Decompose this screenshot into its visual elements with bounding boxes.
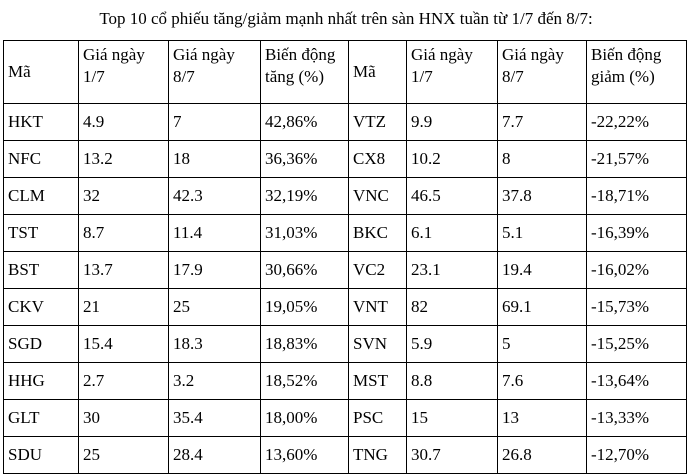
loser-price-jul8-cell: 13 [498, 400, 587, 437]
loser-change-cell: -13,64% [587, 363, 687, 400]
loser-price-jul8-cell: 5 [498, 326, 587, 363]
header-price-jul1-losers: Giá ngày 1/7 [407, 41, 498, 104]
gainer-price-jul1-cell: 8.7 [79, 215, 169, 252]
table-row [4, 104, 687, 141]
gainer-change-cell: 19,05% [261, 289, 349, 326]
gainer-code-cell: CKV [4, 289, 79, 326]
loser-price-jul8-cell: 19.4 [498, 252, 587, 289]
loser-code-cell: CX8 [349, 141, 407, 178]
gainer-price-jul1-cell: 13.2 [79, 141, 169, 178]
gainer-price-jul8-cell: 35.4 [169, 400, 261, 437]
table-row [4, 215, 687, 252]
loser-code-cell: VNT [349, 289, 407, 326]
loser-code-cell: SVN [349, 326, 407, 363]
table-row [4, 400, 687, 437]
gainer-change-cell: 30,66% [261, 252, 349, 289]
gainer-price-jul8-cell: 17.9 [169, 252, 261, 289]
gainer-code-cell: SGD [4, 326, 79, 363]
gainer-price-jul1-cell: 15.4 [79, 326, 169, 363]
table-row [4, 141, 687, 178]
gainer-code-cell: HKT [4, 104, 79, 141]
gainer-code-cell: TST [4, 215, 79, 252]
loser-change-cell: -13,33% [587, 400, 687, 437]
gainer-change-cell: 36,36% [261, 141, 349, 178]
gainer-change-cell: 32,19% [261, 178, 349, 215]
loser-price-jul8-cell: 7.6 [498, 363, 587, 400]
gainer-price-jul8-cell: 42.3 [169, 178, 261, 215]
gainer-change-cell: 18,52% [261, 363, 349, 400]
loser-change-cell: -22,22% [587, 104, 687, 141]
loser-price-jul1-cell: 46.5 [407, 178, 498, 215]
gainer-code-cell: SDU [4, 437, 79, 474]
gainer-code-cell: HHG [4, 363, 79, 400]
gainer-code-cell: CLM [4, 178, 79, 215]
loser-change-cell: -16,02% [587, 252, 687, 289]
table-header-row [4, 41, 687, 104]
table-row [4, 178, 687, 215]
gainer-change-cell: 18,83% [261, 326, 349, 363]
loser-price-jul1-cell: 30.7 [407, 437, 498, 474]
loser-price-jul1-cell: 10.2 [407, 141, 498, 178]
loser-price-jul8-cell: 7.7 [498, 104, 587, 141]
header-price-jul1-gainers: Giá ngày 1/7 [79, 41, 169, 104]
gainer-price-jul1-cell: 32 [79, 178, 169, 215]
loser-price-jul1-cell: 9.9 [407, 104, 498, 141]
table-row [4, 437, 687, 474]
loser-code-cell: VC2 [349, 252, 407, 289]
loser-price-jul8-cell: 8 [498, 141, 587, 178]
gainer-price-jul1-cell: 30 [79, 400, 169, 437]
gainer-code-cell: BST [4, 252, 79, 289]
loser-price-jul1-cell: 15 [407, 400, 498, 437]
gainer-price-jul1-cell: 13.7 [79, 252, 169, 289]
loser-price-jul8-cell: 37.8 [498, 178, 587, 215]
loser-change-cell: -12,70% [587, 437, 687, 474]
loser-change-cell: -18,71% [587, 178, 687, 215]
table-row [4, 326, 687, 363]
gainer-price-jul8-cell: 7 [169, 104, 261, 141]
loser-code-cell: VTZ [349, 104, 407, 141]
table-row [4, 289, 687, 326]
loser-price-jul8-cell: 69.1 [498, 289, 587, 326]
loser-code-cell: BKC [349, 215, 407, 252]
gainer-code-cell: NFC [4, 141, 79, 178]
gainer-code-cell: GLT [4, 400, 79, 437]
loser-price-jul8-cell: 26.8 [498, 437, 587, 474]
table-row [4, 363, 687, 400]
gainer-price-jul8-cell: 25 [169, 289, 261, 326]
loser-price-jul1-cell: 23.1 [407, 252, 498, 289]
header-code-losers: Mã [349, 41, 407, 104]
gainer-price-jul1-cell: 25 [79, 437, 169, 474]
gainer-price-jul8-cell: 11.4 [169, 215, 261, 252]
loser-change-cell: -15,25% [587, 326, 687, 363]
loser-price-jul1-cell: 8.8 [407, 363, 498, 400]
gainer-change-cell: 42,86% [261, 104, 349, 141]
loser-code-cell: PSC [349, 400, 407, 437]
gainer-change-cell: 13,60% [261, 437, 349, 474]
loser-change-cell: -21,57% [587, 141, 687, 178]
header-change-increase: Biến động tăng (%) [261, 41, 349, 104]
loser-change-cell: -16,39% [587, 215, 687, 252]
gainer-change-cell: 18,00% [261, 400, 349, 437]
table-row [4, 252, 687, 289]
loser-code-cell: VNC [349, 178, 407, 215]
gainer-price-jul1-cell: 21 [79, 289, 169, 326]
loser-price-jul8-cell: 5.1 [498, 215, 587, 252]
loser-change-cell: -15,73% [587, 289, 687, 326]
gainer-price-jul8-cell: 18.3 [169, 326, 261, 363]
gainer-price-jul8-cell: 3.2 [169, 363, 261, 400]
header-price-jul8-gainers: Giá ngày 8/7 [169, 41, 261, 104]
loser-code-cell: TNG [349, 437, 407, 474]
header-change-decrease: Biến động giảm (%) [587, 41, 687, 104]
loser-price-jul1-cell: 82 [407, 289, 498, 326]
header-code-gainers: Mã [4, 41, 79, 104]
gainer-price-jul8-cell: 28.4 [169, 437, 261, 474]
loser-price-jul1-cell: 6.1 [407, 215, 498, 252]
header-price-jul8-losers: Giá ngày 8/7 [498, 41, 587, 104]
gainer-price-jul1-cell: 4.9 [79, 104, 169, 141]
gainer-price-jul1-cell: 2.7 [79, 363, 169, 400]
stock-movers-table [3, 40, 687, 474]
table-caption: Top 10 cổ phiếu tăng/giảm mạnh nhất trên sàn HNX tuần từ 1/7 đến 8/7: [99, 9, 593, 28]
gainer-change-cell: 31,03% [261, 215, 349, 252]
loser-price-jul1-cell: 5.9 [407, 326, 498, 363]
loser-code-cell: MST [349, 363, 407, 400]
gainer-price-jul8-cell: 18 [169, 141, 261, 178]
